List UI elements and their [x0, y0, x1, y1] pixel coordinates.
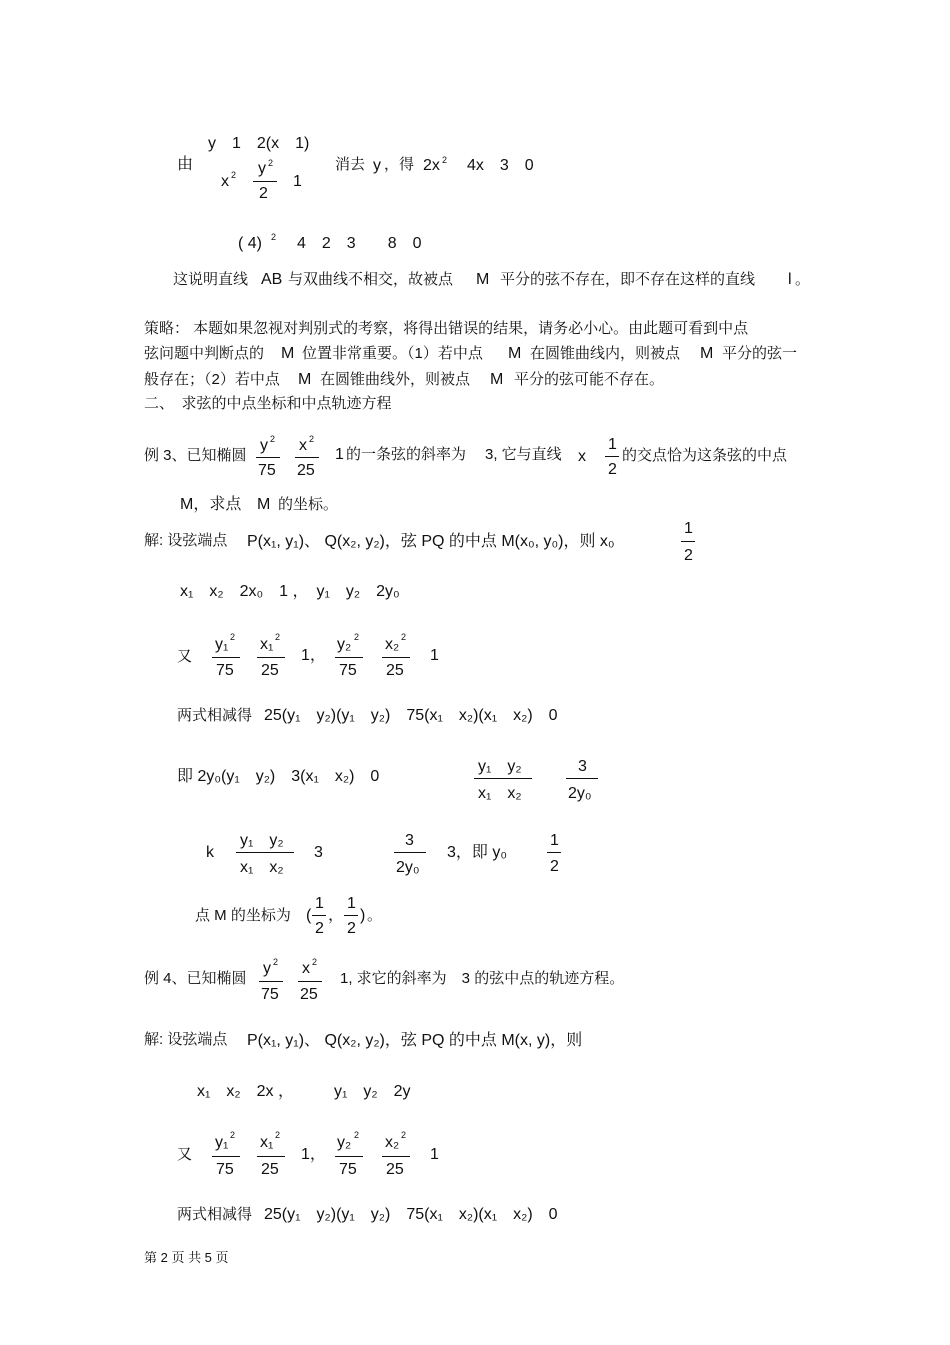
sol3-25b: 25	[386, 662, 404, 679]
sol4-you: 又	[177, 1146, 193, 1163]
sol4-one-comma: 1，	[301, 1146, 326, 1163]
sol3-answer-d2: 2	[347, 920, 356, 937]
strategy-l3a: 般存在；（2）若中点	[144, 371, 280, 388]
ex3-x: x	[299, 437, 307, 454]
ex3-frac2-bar	[295, 457, 319, 458]
sol3-half-bar	[681, 541, 695, 542]
conclusion-ab: AB	[261, 271, 283, 288]
conclusion-pre: 这说明直线	[173, 271, 249, 288]
ex4-75: 75	[261, 986, 279, 1003]
sol3-k-xdiff: x₁ x₂	[240, 859, 284, 876]
sol3-k-twoy0: 2y₀	[396, 859, 420, 876]
sol4-x1: x₁	[260, 1134, 274, 1151]
sol4-frac-c-bar	[335, 1156, 363, 1157]
ex3-one: 1	[335, 446, 344, 463]
sol4-75a: 75	[216, 1161, 234, 1178]
ex3-line2a: M，求点	[180, 496, 242, 513]
sol3-answer-rp: )	[360, 907, 366, 924]
sol4-y2: y₂	[337, 1134, 352, 1151]
conclusion-mid: 与双曲线不相交，故被点	[288, 271, 454, 288]
example3-pre: 例 3、已知椭圆	[144, 447, 247, 464]
ex3-y-exp: 2	[270, 434, 276, 444]
sol3-x1: x₁	[260, 636, 274, 653]
system-x-exp: 2	[231, 170, 237, 180]
sol4-frac-a-bar	[212, 1156, 240, 1157]
discriminant-lhs: ( 4)	[238, 235, 262, 252]
sol3-k-ydiff: y₁ y₂	[240, 832, 284, 849]
sol3-y0-half-bar	[547, 852, 561, 853]
sol3-frac-c-bar	[335, 657, 363, 658]
example4-pre: 例 4、已知椭圆	[144, 970, 247, 987]
ex3-half-bar	[605, 456, 619, 457]
ex3-mid: 的一条弦的斜率为	[346, 446, 467, 463]
quadratic-lead: 2x	[423, 157, 440, 174]
sol3-k-bar	[236, 852, 294, 853]
sol4-frac-d-bar	[382, 1156, 410, 1157]
ex4-post: 1, 求它的斜率为 3 的弦中点的轨迹方程。	[340, 970, 625, 987]
quadratic-exp: 2	[442, 155, 448, 165]
page-footer: 第 2 页 共 5 页	[144, 1250, 229, 1265]
system-denominator: 2	[259, 185, 268, 202]
strategy-l3b: 在圆锥曲线外，则被点	[320, 371, 471, 388]
ex4-25: 25	[300, 986, 318, 1003]
sol3-xdiff: x₁ x₂	[478, 785, 522, 802]
sol4-x2: x₂	[385, 1134, 400, 1151]
sol3-k: k	[206, 844, 214, 861]
strategy-l2c: 在圆锥曲线内，则被点	[530, 345, 681, 362]
sol3-x1-exp: 2	[275, 632, 281, 642]
sol4-25a: 25	[261, 1161, 279, 1178]
sol3-y0-half-den: 2	[550, 858, 559, 875]
sol3-answer-lp: (	[306, 907, 312, 924]
sol3-you: 又	[177, 648, 193, 665]
sol3-y1: y₁	[215, 636, 229, 653]
ex3-post: 的交点恰为这条弦的中点	[622, 447, 788, 464]
eliminate-get: ，得	[384, 156, 415, 173]
ex3-y: y	[260, 437, 268, 454]
ex3-half-num: 1	[608, 436, 617, 453]
discriminant-rhs: 4 2 3 8 0	[297, 235, 422, 252]
sol3-75b: 75	[339, 662, 357, 679]
system-one: 1	[293, 173, 302, 190]
ex4-y-exp: 2	[273, 957, 279, 967]
sol3-y2: y₂	[337, 636, 352, 653]
sol3-answer-pre: 点 M 的坐标为	[195, 907, 291, 924]
section-heading: 二、 求弦的中点坐标和中点轨迹方程	[144, 395, 392, 412]
ex3-xv: x	[578, 448, 586, 465]
strategy-l2b: 位置非常重要。（1）若中点	[302, 345, 483, 362]
sol3-k-three-num: 3	[405, 832, 414, 849]
sol3-k-three: 3	[314, 844, 323, 861]
strategy-l2d: 平分的弦一	[722, 345, 798, 362]
system-fraction-bar	[253, 181, 277, 182]
sol4-frac-b-bar	[257, 1156, 285, 1157]
sol4-75b: 75	[339, 1161, 357, 1178]
ex4-y: y	[263, 960, 271, 977]
ex3-slope: 3, 它与直线	[485, 446, 562, 463]
sol3-one-comma: 1，	[301, 647, 326, 664]
system-y: y	[258, 160, 266, 177]
conclusion-end: 。	[795, 271, 811, 288]
you-label: 由	[177, 156, 194, 173]
sol3-twoy0: 2y₀	[568, 785, 592, 802]
strategy-line1: 策略： 本题如果忽视对判别式的考察，将得出错误的结果，请务必小心。由此题可看到中点	[144, 320, 749, 337]
system-x: x	[221, 173, 229, 190]
sol3-ratio-bar	[474, 778, 532, 779]
ex4-x: x	[302, 960, 310, 977]
sol3-y2-exp: 2	[354, 632, 360, 642]
sol3-y1-exp: 2	[230, 632, 236, 642]
sol3-answer-end: 。	[367, 907, 383, 924]
sol3-three-bar	[566, 778, 598, 779]
sol3-x2: x₂	[385, 636, 400, 653]
sol4-25b: 25	[386, 1161, 404, 1178]
sol4-y1: y₁	[215, 1134, 229, 1151]
sol4-points: P(x₁, y₁)、 Q(x₂, y₂)，弦 PQ 的中点 M(x, y)，则	[247, 1032, 583, 1049]
strategy-m2: M	[508, 345, 522, 362]
sol3-y0-result: 3，即 y₀	[447, 844, 507, 861]
sol3-three: 3	[578, 758, 587, 775]
sol3-answer-n2: 1	[347, 895, 356, 912]
sol3-jie: 解: 设弦端点	[144, 532, 228, 549]
ex3-x-exp: 2	[309, 434, 315, 444]
ex4-frac1-bar	[259, 981, 283, 982]
strategy-m5: M	[490, 371, 504, 388]
strategy-l2a: 弦问题中判断点的	[144, 345, 265, 362]
ex3-m: M	[257, 496, 271, 513]
sol3-ji: 即 2y₀(y₁ y₂) 3(x₁ x₂) 0	[177, 768, 380, 785]
conclusion-m: M	[476, 271, 490, 288]
ex3-half-den: 2	[608, 461, 617, 478]
ex3-75: 75	[258, 462, 276, 479]
sol3-sums: x₁ x₂ 2x₀ 1 ， y₁ y₂ 2y₀	[180, 583, 400, 600]
sol3-half-num: 1	[684, 520, 693, 537]
sol4-one: 1	[430, 1146, 439, 1163]
sol4-x1-exp: 2	[275, 1130, 281, 1140]
strategy-l3c: 平分的弦可能不存在。	[514, 371, 665, 388]
sol3-answer-bar1	[312, 915, 326, 916]
strategy-m1: M	[281, 345, 295, 362]
sol3-y0-half-num: 1	[550, 832, 559, 849]
sol3-frac-a-bar	[212, 657, 240, 658]
eliminate-var: y	[373, 157, 381, 174]
conclusion-l: l	[788, 271, 792, 288]
system-y-exp: 2	[268, 158, 274, 168]
sol3-half-den: 2	[684, 547, 693, 564]
sol3-one: 1	[430, 647, 439, 664]
strategy-m4: M	[298, 371, 312, 388]
sol3-answer-d1: 2	[315, 920, 324, 937]
sol4-subtract-eq: 25(y₁ y₂)(y₁ y₂) 75(x₁ x₂)(x₁ x₂) 0	[264, 1206, 558, 1223]
sol3-answer-comma: ，	[328, 907, 345, 924]
ex3-line2b: 的坐标。	[278, 496, 339, 513]
sol3-subtract-text: 两式相减得	[177, 707, 253, 724]
ex4-frac2-bar	[298, 981, 322, 982]
discriminant-exp: 2	[271, 232, 277, 242]
eliminate-text: 消去	[335, 156, 366, 173]
sol4-y1-exp: 2	[230, 1130, 236, 1140]
sol3-frac-b-bar	[257, 657, 285, 658]
sol4-subtract-text: 两式相减得	[177, 1206, 253, 1223]
sol4-x2-exp: 2	[401, 1130, 407, 1140]
sol3-answer-bar2	[344, 915, 358, 916]
sol4-y2-exp: 2	[354, 1130, 360, 1140]
conclusion-post: 平分的弦不存在，即不存在这样的直线	[500, 271, 756, 288]
sol3-answer-n1: 1	[315, 895, 324, 912]
sol3-k-three-bar	[394, 852, 426, 853]
sol3-subtract-eq: 25(y₁ y₂)(y₁ y₂) 75(x₁ x₂)(x₁ x₂) 0	[264, 707, 558, 724]
quadratic-rest: 4x 3 0	[467, 157, 534, 174]
sol4-jie: 解: 设弦端点	[144, 1031, 228, 1048]
sol3-x2-exp: 2	[401, 632, 407, 642]
system-line1: y 1 2(x 1)	[208, 135, 310, 152]
sol3-75a: 75	[216, 662, 234, 679]
ex3-25: 25	[297, 462, 315, 479]
ex4-x-exp: 2	[312, 957, 318, 967]
strategy-m3: M	[700, 345, 714, 362]
sol3-25a: 25	[261, 662, 279, 679]
sol3-points: P(x₁, y₁)、 Q(x₂, y₂)，弦 PQ 的中点 M(x₀, y₀)，则 x₀	[247, 533, 615, 550]
ex3-frac1-bar	[256, 457, 280, 458]
sol3-frac-d-bar	[382, 657, 410, 658]
sol4-sums: x₁ x₂ 2x ， y₁ y₂ 2y	[197, 1083, 411, 1100]
sol3-ydiff: y₁ y₂	[478, 758, 522, 775]
